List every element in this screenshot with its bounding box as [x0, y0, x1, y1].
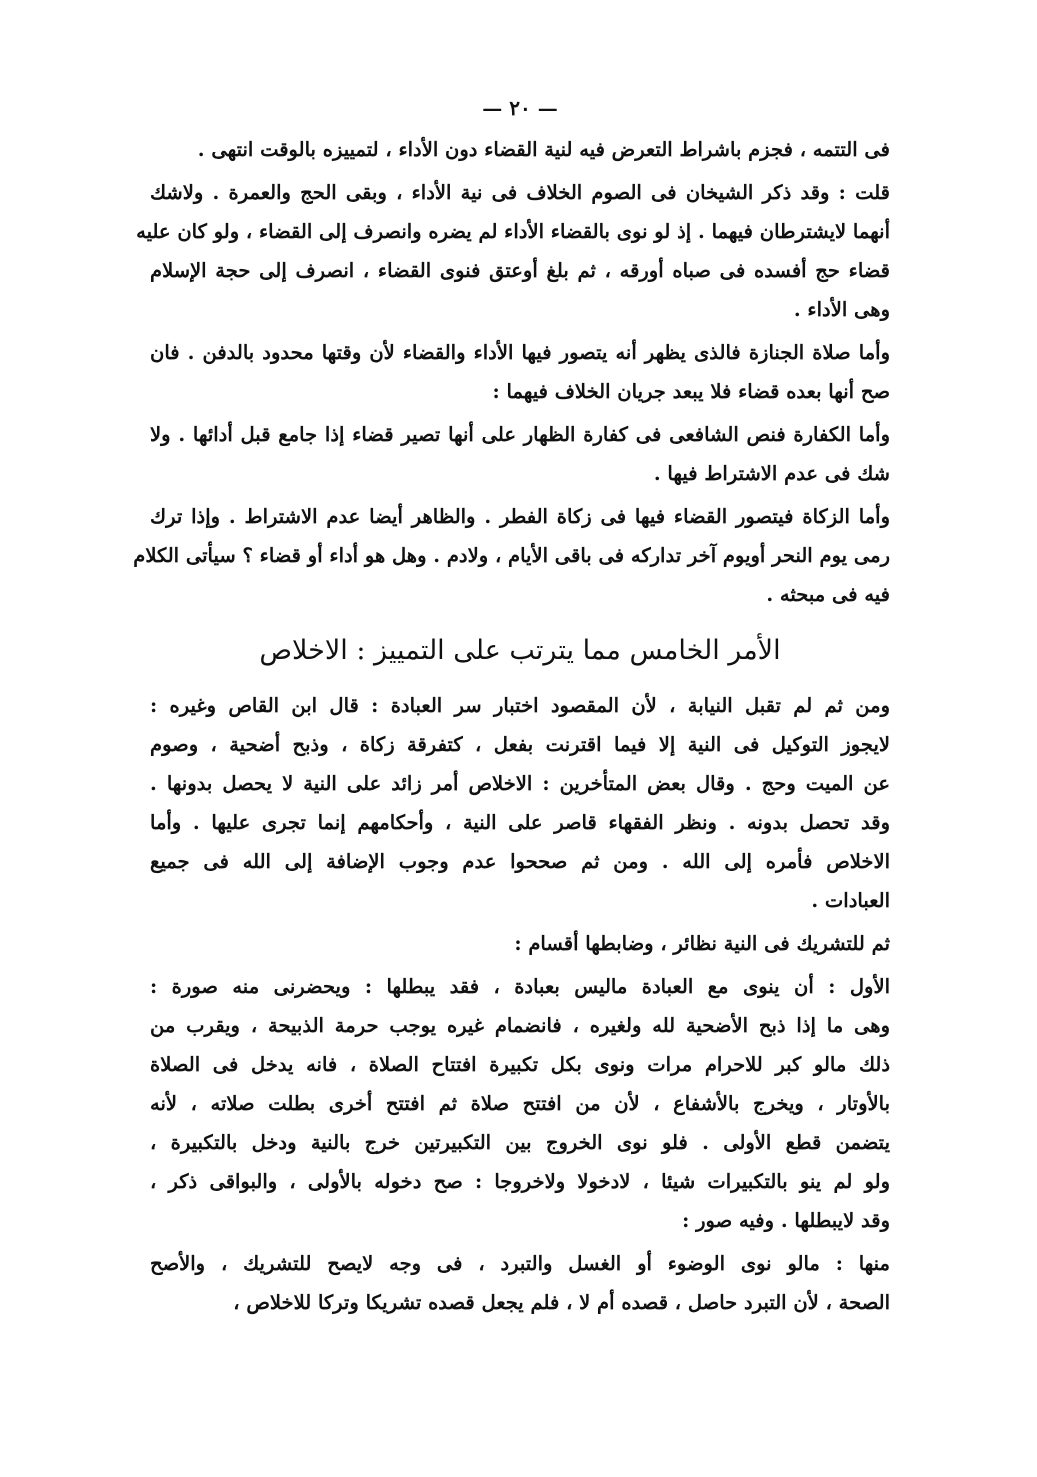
text-line: الاخلاص فأمره إلى الله . ومن ثم صححوا عدم وجوب الإضافة إلى الله فى جميع — [150, 850, 890, 873]
text-line: وأما الزكاة فيتصور القضاء فيها فى زكاة الفطر . والظاهر أيضا عدم الاشتراط . وإذا ترك — [150, 505, 890, 528]
text-line: الأول : أن ينوى مع العبادة ماليس بعبادة ، فقد يبطلها : ويحضرنى منه صورة : — [150, 975, 890, 998]
text-line: ذلك مالو كبر للاحرام مرات ونوى بكل تكبيرة افتتاح الصلاة ، فانه يدخل فى الصلاة — [150, 1053, 890, 1076]
paragraph — [150, 967, 890, 1240]
book-page — [133, 96, 890, 1436]
text-line: عن الميت وحج . وقال بعض المتأخرين : الاخلاص أمر زائد على النية لا يحصل بدونها . — [150, 772, 890, 795]
text-line: قضاء حج أفسده فى صباه أورقه ، ثم بلغ أوعتق فنوى القضاء ، انصرف إلى حجة الإسلام — [150, 259, 890, 282]
text-line: الصحة ، لأن التبرد حاصل ، قصده أم لا ، فلم يجعل قصده تشريكا وتركا للاخلاص ، — [233, 1291, 890, 1314]
text-line: لايجوز التوكيل فى النية إلا فيما اقترنت بفعل ، كتفرقة زكاة ، وذبح أضحية ، وصوم — [150, 733, 890, 756]
text-line: ثم للتشريك فى النية نظائر ، وضابطها أقسام : — [514, 932, 890, 955]
text-line: وقد تحصل بدونه . ونظر الفقهاء قاصر على النية ، وأحكامهم إنما تجرى عليها . وأما — [150, 811, 890, 834]
paragraph — [133, 497, 890, 614]
text-line: بالأوتار ، ويخرج بالأشفاع ، لأن من افتتح صلاة ثم افتتح أخرى بطلت صلاته ، لأنه — [150, 1092, 890, 1115]
text-line: وهى الأداء . — [793, 298, 890, 321]
paragraph — [150, 924, 890, 963]
text-line: ومن ثم لم تقبل النيابة ، لأن المقصود اختبار سر العبادة : قال ابن القاص وغيره : — [150, 694, 890, 717]
paragraph-gap — [150, 1322, 890, 1326]
section-heading: الأمر الخامس مما يترتب على التمييز : الاخلاص — [259, 635, 781, 666]
paragraph-gap — [150, 614, 890, 618]
paragraph — [150, 1244, 890, 1322]
paragraph — [150, 130, 890, 169]
paragraph — [136, 173, 890, 329]
text-line: فى التتمه ، فجزم باشراط التعرض فيه لنية القضاء دون الأداء ، لتمييزه بالوقت انتهى . — [197, 138, 890, 161]
text-line: رمى يوم النحر أويوم آخر تداركه فى باقى الأيام ، ولادم . وهل هو أداء أو قضاء ؟ سيأتى الكلام — [133, 544, 890, 567]
text-line: قلت : وقد ذكر الشيخان فى الصوم الخلاف فى نية الأداء ، وبقى الحج والعمرة . ولاشك — [150, 181, 890, 204]
text-line: وقد لايبطلها . وفيه صور : — [682, 1209, 890, 1232]
text-after-heading — [150, 686, 890, 1326]
text-line: ولو لم ينو بالتكبيرات شيئا ، لادخولا ولاخروجا : صح دخوله بالأولى ، والبواقى ذكر ، — [150, 1170, 890, 1193]
text-before-heading — [133, 130, 890, 618]
text-line: فيه فى مبحثه . — [766, 583, 890, 606]
paragraph — [150, 333, 890, 411]
text-line: شك فى عدم الاشتراط فيها . — [653, 462, 890, 485]
paragraph — [150, 686, 890, 920]
page-number: — ٢٠ — — [482, 96, 558, 120]
text-line: صح أنها بعده قضاء فلا يبعد جريان الخلاف فيهما : — [492, 380, 890, 403]
text-line: وأما الكفارة فنص الشافعى فى كفارة الظهار على أنها تصير قضاء إذا جامع قبل أدائها . ولا — [150, 423, 890, 446]
text-line: يتضمن قطع الأولى . فلو نوى الخروج بين التكبيرتين خرج بالنية ودخل بالتكبيرة ، — [150, 1131, 890, 1154]
text-line: أنهما لايشترطان فيهما . إذ لو نوى بالقضاء الأداء لم يضره وانصرف إلى القضاء ، ولو كان عليه — [136, 220, 890, 243]
paragraph — [150, 415, 890, 493]
text-line: منها : مالو نوى الوضوء أو الغسل والتبرد ، فى وجه لايصح للتشريك ، والأصح — [150, 1252, 890, 1275]
text-line: العبادات . — [811, 889, 890, 912]
text-line: وأما صلاة الجنازة فالذى يظهر أنه يتصور فيها الأداء والقضاء لأن وقتها محدود بالدفن . فان — [150, 341, 890, 364]
text-line: وهى ما إذا ذبح الأضحية لله ولغيره ، فانضمام غيره يوجب حرمة الذبيحة ، ويقرب من — [150, 1014, 890, 1037]
